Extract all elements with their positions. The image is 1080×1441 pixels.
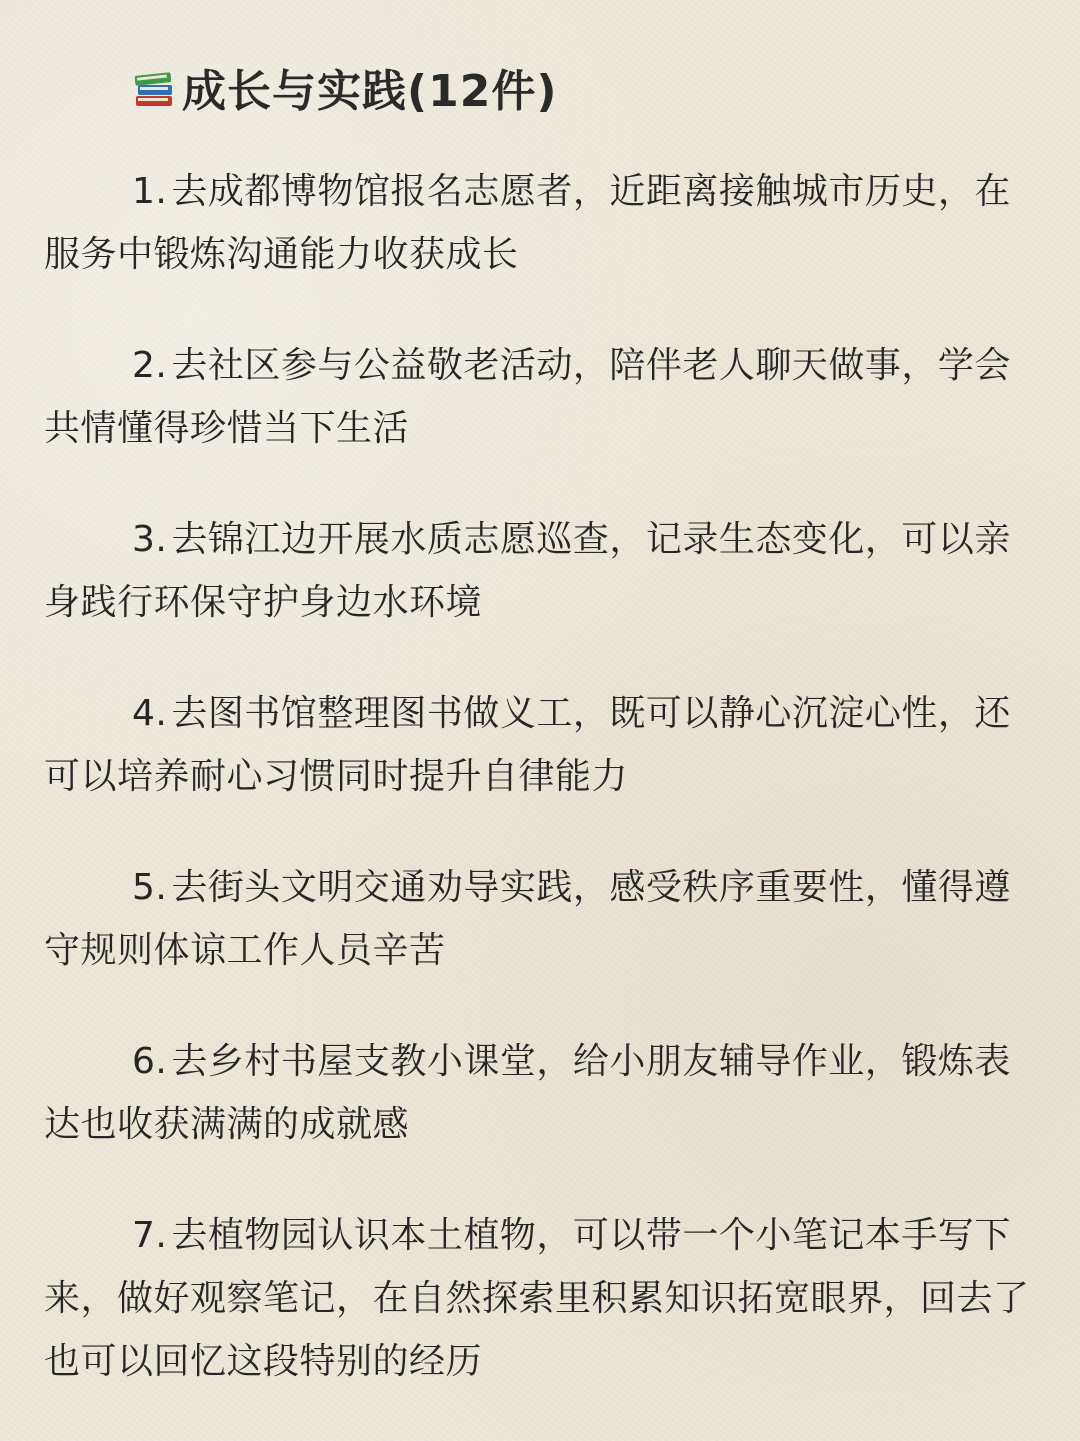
- item-text: 去街头文明交通劝导实践，感受秩序重要性，懂得遵守规则体谅工作人员辛苦: [44, 867, 1011, 971]
- item-text: 去社区参与公益敬老活动，陪伴老人聊天做事，学会共情懂得珍惜当下生活: [44, 345, 1011, 449]
- title-row: [132, 55, 557, 119]
- item-number: 6.: [132, 1041, 168, 1082]
- item-text: 去乡村书屋支教小课堂，给小朋友辅导作业，锻炼表达也收获满满的成就感: [44, 1041, 1011, 1145]
- list-item: [44, 334, 1044, 460]
- item-text: 去植物园认识本土植物，可以带一个小笔记本手写下来，做好观察笔记，在自然探索里积累知识拓宽眼界，回去了也可以回忆这段特别的经历: [44, 1215, 1030, 1382]
- list-item: [44, 856, 1044, 982]
- page-title: 成长与实践(12件): [182, 66, 558, 117]
- item-list: [44, 160, 1044, 1441]
- list-item: [44, 682, 1044, 808]
- item-text: 去成都博物馆报名志愿者，近距离接触城市历史，在服务中锻炼沟通能力收获成长: [44, 171, 1011, 275]
- list-item: [44, 160, 1044, 286]
- item-number: 7.: [132, 1215, 168, 1256]
- item-text: 去锦江边开展水质志愿巡查，记录生态变化，可以亲身践行环保守护身边水环境: [44, 519, 1011, 623]
- item-number: 3.: [132, 519, 168, 560]
- books-icon: [132, 64, 178, 110]
- list-item: [44, 1204, 1044, 1393]
- list-item: [44, 508, 1044, 634]
- item-number: 2.: [132, 345, 168, 386]
- item-text: 去图书馆整理图书做义工，既可以静心沉淀心性，还可以培养耐心习惯同时提升自律能力: [44, 693, 1011, 797]
- item-number: 1.: [132, 171, 168, 212]
- item-number: 5.: [132, 867, 168, 908]
- item-number: 4.: [132, 693, 168, 734]
- list-item: [44, 1030, 1044, 1156]
